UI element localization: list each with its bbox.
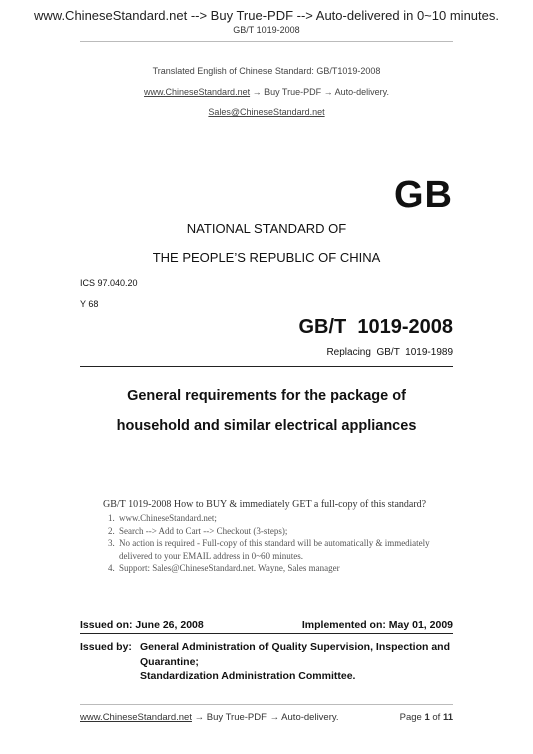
top-banner: www.ChineseStandard.net --> Buy True-PDF --> Auto-delivered in 0~10 minutes. [34, 8, 499, 23]
translation-note: Translated English of Chinese Standard: GB/T1019-2008 [152, 66, 381, 76]
page-indicator [400, 712, 453, 723]
issuer-name: General Administration of Quality Supervision, Inspection and Quarantine; [140, 641, 450, 668]
ics-code: ICS 97.040.20 [80, 278, 138, 288]
page-of: of [429, 712, 443, 723]
replacing-note: Replacing GB/T 1019-1989 [326, 347, 453, 358]
header-divider [80, 41, 453, 42]
buy-heading: GB/T 1019-2008 How to BUY & immediately GET a full-copy of this standard? [103, 499, 427, 510]
email-line [0, 107, 533, 117]
delivery-line [0, 87, 533, 97]
buy-instructions [103, 499, 463, 575]
national-standard-line: NATIONAL STANDARD OF [186, 221, 347, 236]
classification-code: Y 68 [80, 299, 99, 309]
email-link[interactable]: Sales@ChineseStandard.net [208, 107, 325, 117]
issuer-name-2: Standardization Administration Committee. [140, 670, 356, 682]
issued-date: Issued on: June 26, 2008 [80, 619, 204, 631]
footer-delivery-text: → Buy True-PDF → Auto-delivery. [191, 712, 339, 723]
header-code: GB/T 1019-2008 [233, 25, 300, 35]
buy-step: 1. www.ChineseStandard.net; [117, 512, 463, 525]
issued-by-label: Issued by: [80, 641, 132, 653]
footer-link-line [80, 712, 339, 723]
delivery-text: → Buy True-PDF → Auto-delivery. [250, 87, 389, 97]
buy-steps [103, 512, 463, 575]
title-line-2: household and similar electrical appliances [116, 418, 417, 434]
gb-mark: GB [394, 174, 453, 216]
implemented-date: Implemented on: May 01, 2009 [301, 619, 453, 631]
page-number: 1 [424, 712, 430, 723]
footer-site-link[interactable]: www.ChineseStandard.net [80, 712, 192, 723]
footer-divider [80, 704, 453, 705]
page-prefix: Page [399, 712, 425, 723]
site-link[interactable]: www.ChineseStandard.net [144, 87, 251, 97]
buy-step: 4. Support: Sales@ChineseStandard.net. Wayne, Sales manager [117, 562, 463, 575]
buy-step: 3. No action is required - Full-copy of this standard will be automatically & immediately delivered to your EMAIL address in 0~60 minutes. [117, 537, 463, 562]
buy-step: 2. Search --> Add to Cart --> Checkout (3-steps); [117, 525, 463, 538]
title-rule [80, 366, 453, 367]
standard-number: GB/T 1019-2008 [298, 316, 453, 338]
page-total: 11 [442, 712, 453, 723]
country-line: THE PEOPLE’S REPUBLIC OF CHINA [152, 250, 381, 265]
dates-rule [80, 633, 453, 634]
title-line-1: General requirements for the package of [127, 388, 406, 404]
